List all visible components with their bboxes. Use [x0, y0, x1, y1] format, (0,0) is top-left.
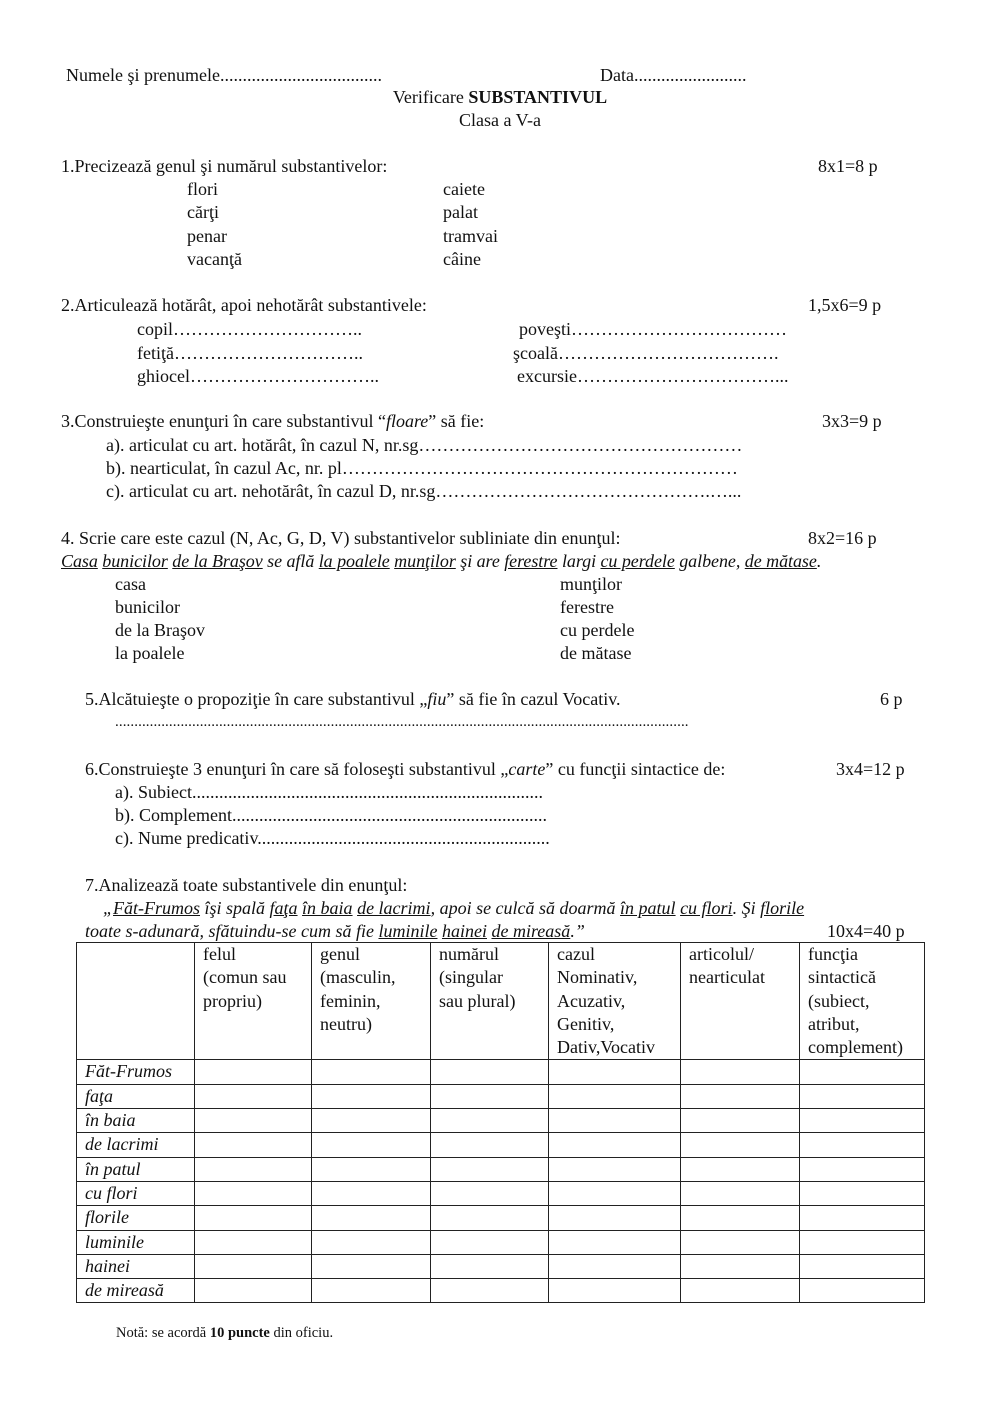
ex2-answer-line[interactable]: fetiţă………………………….. [137, 343, 363, 363]
table-row-label: luminile [77, 1230, 195, 1254]
underlined-word: munţilor [394, 551, 456, 571]
table-answer-cell[interactable] [549, 1133, 681, 1157]
text-fragment: 3.Construieşte enunţuri în care substantivul “ [61, 411, 386, 431]
table-answer-cell[interactable] [431, 1157, 549, 1181]
table-answer-cell[interactable] [681, 1133, 800, 1157]
underlined-word: ferestre [504, 551, 558, 571]
table-answer-cell[interactable] [681, 1254, 800, 1278]
ex3-item-b[interactable]: b). nearticulat, în cazul Ac, nr. pl………………………………………………………… [106, 458, 738, 478]
text-fragment: „ [103, 898, 114, 918]
text-fragment: Notă: se acordă [116, 1325, 210, 1341]
table-row-label: în baia [77, 1109, 195, 1133]
ex1-word: vacanţă [187, 249, 242, 269]
table-row-label: Făt-Frumos [77, 1060, 195, 1084]
table-answer-cell[interactable] [431, 1230, 549, 1254]
table-answer-cell[interactable] [800, 1133, 925, 1157]
ex4-word: de la Braşov [115, 620, 205, 640]
table-answer-cell[interactable] [681, 1279, 800, 1303]
table-answer-cell[interactable] [549, 1157, 681, 1181]
table-answer-cell[interactable] [549, 1279, 681, 1303]
ex5-answer-line[interactable]: ..................................................................................................................................................... [115, 714, 689, 730]
table-answer-cell[interactable] [431, 1133, 549, 1157]
ex6-word: carte [508, 759, 546, 779]
table-answer-cell[interactable] [681, 1181, 800, 1205]
table-header-cell: articolul/ nearticulat [681, 943, 800, 1060]
table-answer-cell[interactable] [800, 1254, 925, 1278]
table-header-cell: numărul (singular sau plural) [431, 943, 549, 1060]
table-answer-cell[interactable] [195, 1181, 312, 1205]
underlined-word: de mireasă [491, 921, 571, 941]
table-row [77, 1157, 925, 1181]
text-fragment: 6.Construieşte 3 enunţuri în care să foloseşti substantivul „ [85, 759, 509, 779]
table-row [77, 1254, 925, 1278]
date-field-label: Data......................... [600, 65, 747, 85]
table-answer-cell[interactable] [195, 1279, 312, 1303]
underlined-word: la poalele [318, 551, 390, 571]
table-header-cell: genul (masculin, feminin, neutru) [312, 943, 431, 1060]
table-answer-cell[interactable] [431, 1279, 549, 1303]
table-row-label: de lacrimi [77, 1133, 195, 1157]
table-answer-cell[interactable] [549, 1109, 681, 1133]
footer-note [116, 1322, 333, 1346]
ex7-quote-line-2 [85, 920, 585, 944]
table-header-row [77, 943, 925, 1060]
table-answer-cell[interactable] [800, 1060, 925, 1084]
text-fragment: îşi spală [204, 898, 266, 918]
ex5-points: 6 p [880, 689, 903, 709]
table-answer-cell[interactable] [195, 1060, 312, 1084]
ex5-prompt [85, 688, 621, 712]
table-row-label: florile [77, 1206, 195, 1230]
table-answer-cell[interactable] [431, 1206, 549, 1230]
table-row [77, 1206, 925, 1230]
table-answer-cell[interactable] [312, 1230, 431, 1254]
text-fragment: . Şi [732, 898, 756, 918]
table-header-cell: cazul Nominativ, Acuzativ, Genitiv, Dativ,Vocativ [549, 943, 681, 1060]
ex4-sentence [61, 550, 821, 574]
ex6-item-c[interactable]: c). Nume predicativ................................................................. [115, 828, 550, 848]
ex2-points: 1,5x6=9 p [808, 295, 882, 315]
table-row [77, 1230, 925, 1254]
ex2-answer-line[interactable]: şcoală………………………………. [513, 343, 779, 363]
table-answer-cell[interactable] [681, 1157, 800, 1181]
ex3-item-a[interactable]: a). articulat cu art. hotărât, în cazul N, nr.sg……………………………………………… [106, 435, 743, 455]
underlined-word: în baia [302, 898, 353, 918]
ex2-answer-line[interactable]: excursie……………………………... [517, 366, 789, 386]
table-answer-cell[interactable] [681, 1230, 800, 1254]
table-answer-cell[interactable] [800, 1109, 925, 1133]
text-fragment: ” cu funcţii sintactice de: [545, 759, 726, 779]
ex7-points: 10x4=40 p [827, 921, 905, 941]
ex1-word: cărţi [187, 202, 219, 222]
table-answer-cell[interactable] [549, 1254, 681, 1278]
ex7-prompt: 7.Analizează toate substantivele din enunţul: [85, 875, 408, 895]
table-answer-cell[interactable] [431, 1060, 549, 1084]
underlined-word: hainei [441, 921, 487, 941]
underlined-word: de mătase [744, 551, 817, 571]
ex7-quote-line-1 [103, 897, 804, 921]
underlined-word: în patul [620, 898, 676, 918]
table-answer-cell[interactable] [549, 1181, 681, 1205]
table-header-cell: funcţia sintactică (subiect, atribut, complement) [800, 943, 925, 1060]
table-answer-cell[interactable] [312, 1279, 431, 1303]
title-prefix: Verificare [392, 87, 464, 107]
table-answer-cell[interactable] [681, 1206, 800, 1230]
table-answer-cell[interactable] [195, 1206, 312, 1230]
ex4-prompt: 4. Scrie care este cazul (N, Ac, G, D, V) substantivelor subliniate din enunţul: [61, 528, 621, 548]
table-answer-cell[interactable] [431, 1109, 549, 1133]
analysis-table [76, 942, 925, 1303]
text-fragment: galbene, [679, 551, 741, 571]
table-answer-cell[interactable] [431, 1254, 549, 1278]
table-answer-cell[interactable] [800, 1084, 925, 1108]
underlined-word: faţa [269, 898, 298, 918]
underlined-word: florile [760, 898, 805, 918]
table-answer-cell[interactable] [431, 1084, 549, 1108]
table-row [77, 1109, 925, 1133]
table-answer-cell[interactable] [312, 1060, 431, 1084]
page-title [0, 86, 1000, 110]
ex3-points: 3x3=9 p [822, 411, 882, 431]
ex1-word: câine [443, 249, 481, 269]
ex6-prompt [85, 758, 725, 782]
table-answer-cell[interactable] [681, 1060, 800, 1084]
table-answer-cell[interactable] [195, 1133, 312, 1157]
text-fragment: ” să fie: [428, 411, 485, 431]
text-fragment: .” [570, 921, 585, 941]
ex2-answer-line[interactable]: poveşti……………………………… [519, 319, 787, 339]
table-row-label: cu flori [77, 1181, 195, 1205]
table-answer-cell[interactable] [800, 1230, 925, 1254]
ex4-word: de mătase [560, 643, 632, 663]
text-fragment: , apoi se culcă să doarmă [430, 898, 616, 918]
underlined-word: de la Braşov [172, 551, 263, 571]
table-row-label: în patul [77, 1157, 195, 1181]
table-answer-cell[interactable] [195, 1230, 312, 1254]
table-answer-cell[interactable] [312, 1254, 431, 1278]
ex5-word: fiu [427, 689, 447, 709]
ex4-word: bunicilor [115, 597, 180, 617]
ex4-word: munţilor [560, 574, 622, 594]
ex3-word: floare [385, 411, 429, 431]
text-fragment: toate s-adunară, sfătuindu-se cum să fie [85, 921, 374, 941]
ex4-word: casa [115, 574, 146, 594]
table-answer-cell[interactable] [312, 1181, 431, 1205]
ex3-item-c[interactable]: c). articulat cu art. nehotărât, în cazul D, nr.sg……………………………………….…... [106, 481, 742, 501]
ex6-item-b[interactable]: b). Complement...................................................................... [115, 805, 547, 825]
table-answer-cell[interactable] [312, 1109, 431, 1133]
table-row-label: de mireasă [77, 1279, 195, 1303]
text-fragment: şi are [460, 551, 500, 571]
underlined-word: cu flori [680, 898, 733, 918]
table-answer-cell[interactable] [312, 1157, 431, 1181]
table-answer-cell[interactable] [681, 1084, 800, 1108]
text-fragment: ” să fie în cazul Vocativ. [446, 689, 621, 709]
table-answer-cell[interactable] [195, 1084, 312, 1108]
ex1-word: penar [187, 226, 227, 246]
table-answer-cell[interactable] [312, 1206, 431, 1230]
ex4-points: 8x2=16 p [808, 528, 877, 548]
underlined-word: luminile [378, 921, 438, 941]
table-answer-cell[interactable] [195, 1157, 312, 1181]
ex4-word: ferestre [560, 597, 614, 617]
ex1-prompt: 1.Precizează genul şi numărul substantivelor: [61, 156, 388, 176]
ex1-word: caiete [443, 179, 485, 199]
underlined-word: Casa [61, 551, 98, 571]
ex6-points: 3x4=12 p [836, 759, 905, 779]
table-row-label: hainei [77, 1254, 195, 1278]
page-subtitle: Clasa a V-a [459, 110, 541, 130]
ex1-word: palat [443, 202, 478, 222]
table-answer-cell[interactable] [800, 1157, 925, 1181]
underlined-word: Făt-Frumos [113, 898, 201, 918]
table-header-cell [77, 943, 195, 1060]
ex2-answer-line[interactable]: copil………………………….. [137, 319, 362, 339]
ex1-word: tramvai [443, 226, 498, 246]
ex3-prompt [61, 410, 484, 434]
ex2-prompt: 2.Articulează hotărât, apoi nehotărât substantivele: [61, 295, 427, 315]
table-answer-cell[interactable] [549, 1060, 681, 1084]
text-fragment: largi [561, 551, 597, 571]
table-header-cell: felul (comun sau propriu) [195, 943, 312, 1060]
text-fragment: se află [267, 551, 315, 571]
text-fragment: 5.Alcătuieşte o propoziţie în care substantivul „ [85, 689, 428, 709]
table-answer-cell[interactable] [681, 1109, 800, 1133]
title-bold: SUBSTANTIVUL [468, 87, 608, 107]
table-row [77, 1060, 925, 1084]
table-row [77, 1133, 925, 1157]
table-answer-cell[interactable] [549, 1206, 681, 1230]
ex1-points: 8x1=8 p [818, 156, 878, 176]
table-answer-cell[interactable] [195, 1254, 312, 1278]
table-row [77, 1084, 925, 1108]
table-answer-cell[interactable] [312, 1133, 431, 1157]
text-fragment: . [816, 551, 822, 571]
table-answer-cell[interactable] [549, 1230, 681, 1254]
ex6-item-a[interactable]: a). Subiect.............................................................................. [115, 782, 543, 802]
table-answer-cell[interactable] [195, 1109, 312, 1133]
table-answer-cell[interactable] [800, 1181, 925, 1205]
table-answer-cell[interactable] [800, 1279, 925, 1303]
table-answer-cell[interactable] [800, 1206, 925, 1230]
table-row [77, 1181, 925, 1205]
underlined-word: cu perdele [600, 551, 675, 571]
table-answer-cell[interactable] [549, 1084, 681, 1108]
table-row-label: faţa [77, 1084, 195, 1108]
table-row [77, 1279, 925, 1303]
text-fragment: 10 puncte [209, 1325, 270, 1341]
underlined-word: bunicilor [102, 551, 168, 571]
ex1-word: flori [187, 179, 218, 199]
table-answer-cell[interactable] [312, 1084, 431, 1108]
ex2-answer-line[interactable]: ghiocel………………………….. [137, 366, 379, 386]
name-field-label: Numele şi prenumele.................................... [66, 65, 382, 85]
underlined-word: de lacrimi [357, 898, 431, 918]
text-fragment: din oficiu. [269, 1325, 334, 1341]
table-answer-cell[interactable] [431, 1181, 549, 1205]
ex4-word: cu perdele [560, 620, 635, 640]
ex4-word: la poalele [115, 643, 185, 663]
